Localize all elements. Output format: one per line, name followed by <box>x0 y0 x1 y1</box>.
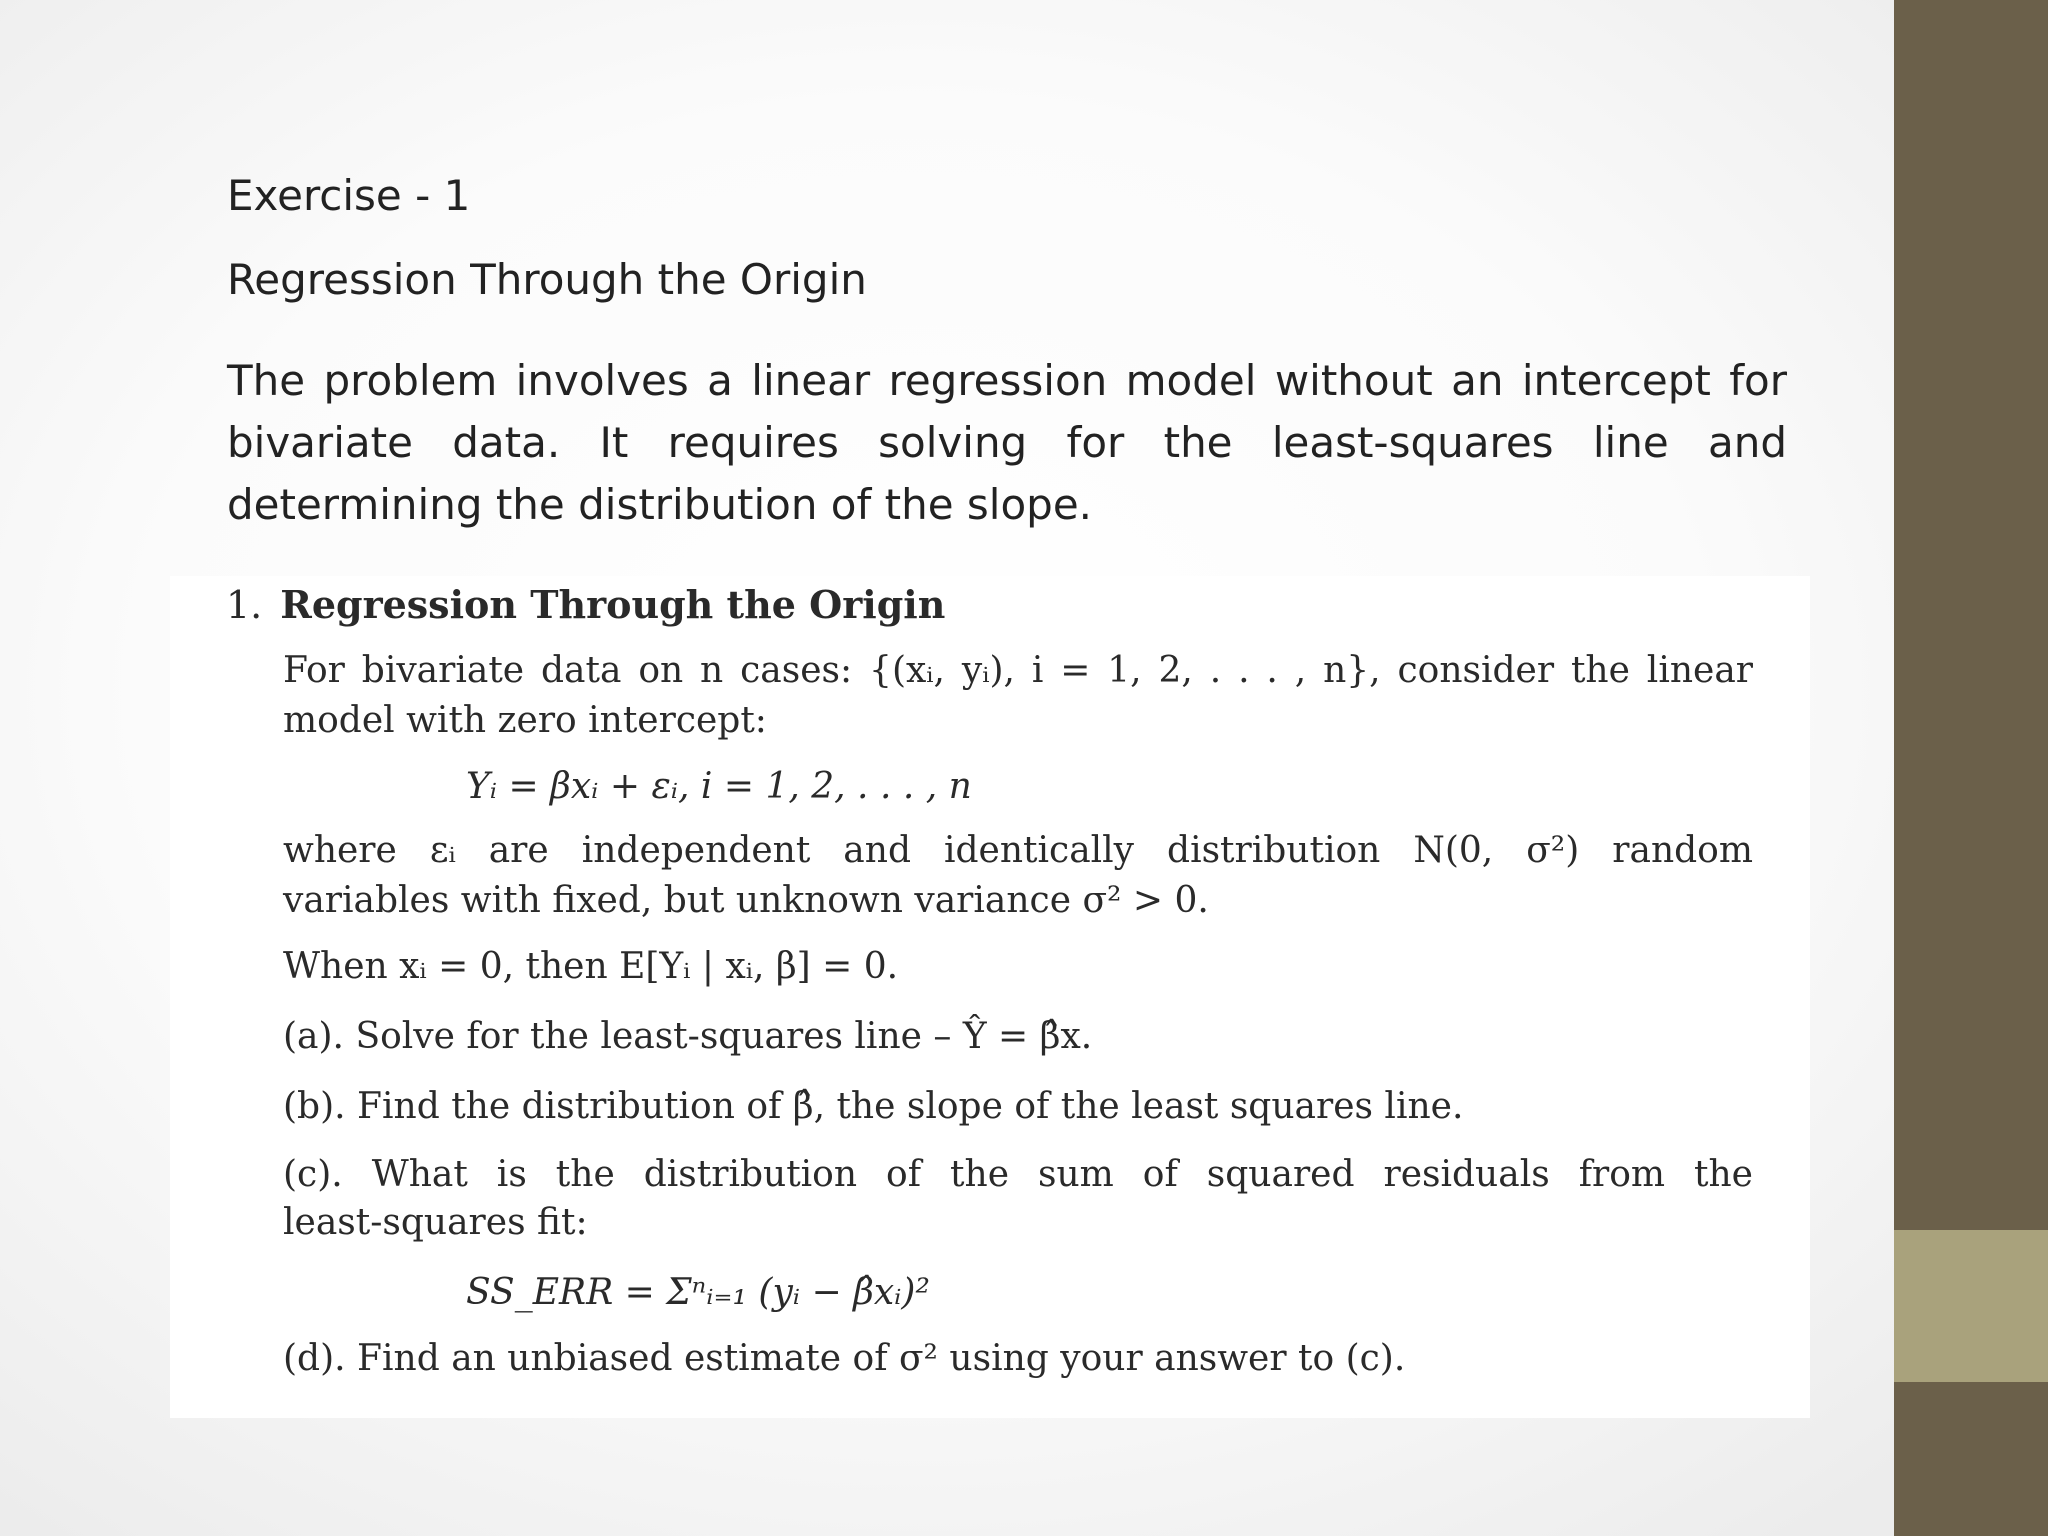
problem-part-b: (b). Find the distribution of β̂, the slope of the least squares line. <box>283 1086 1464 1127</box>
problem-where-line-2: variables with fixed, but unknown variance σ² > 0. <box>283 880 1209 921</box>
problem-title: Regression Through the Origin <box>280 582 946 627</box>
decorative-sidebar-accent <box>1894 1230 2048 1382</box>
sserr-equation: SS_ERR = Σⁿᵢ₌₁ (yᵢ − β̂xᵢ)² <box>466 1272 930 1313</box>
problem-part-d: (d). Find an unbiased estimate of σ² using your answer to (c). <box>283 1338 1406 1379</box>
problem-part-c-line-1: (c). What is the distribution of the sum of squared residuals from the <box>283 1154 1753 1195</box>
slide-subtitle: Regression Through the Origin <box>227 255 867 304</box>
problem-heading <box>226 580 945 630</box>
problem-number: 1. <box>226 583 263 627</box>
problem-where-line-1: where εᵢ are independent and identically distribution N(0, σ²) random <box>283 830 1753 871</box>
model-equation: Yᵢ = βxᵢ + εᵢ, i = 1, 2, . . . , n <box>466 766 972 807</box>
problem-intro-line-1: For bivariate data on n cases: {(xᵢ, yᵢ), i = 1, 2, . . . , n}, consider the linear <box>283 650 1753 691</box>
problem-intro-line-2: model with zero intercept: <box>283 700 767 741</box>
problem-when-line: When xᵢ = 0, then E[Yᵢ | xᵢ, β] = 0. <box>283 946 899 987</box>
problem-statement-image <box>170 576 1810 1418</box>
problem-part-a: (a). Solve for the least-squares line – Ŷ = β̂x. <box>283 1016 1093 1057</box>
problem-part-c-line-2: least-squares fit: <box>283 1202 588 1243</box>
slide-body-text: The problem involves a linear regression model without an intercept for bivariate data. It requires solving for the least-squares line and determining the distribution of the slope. <box>227 356 1787 529</box>
slide-heading: Exercise - 1 <box>227 171 471 220</box>
